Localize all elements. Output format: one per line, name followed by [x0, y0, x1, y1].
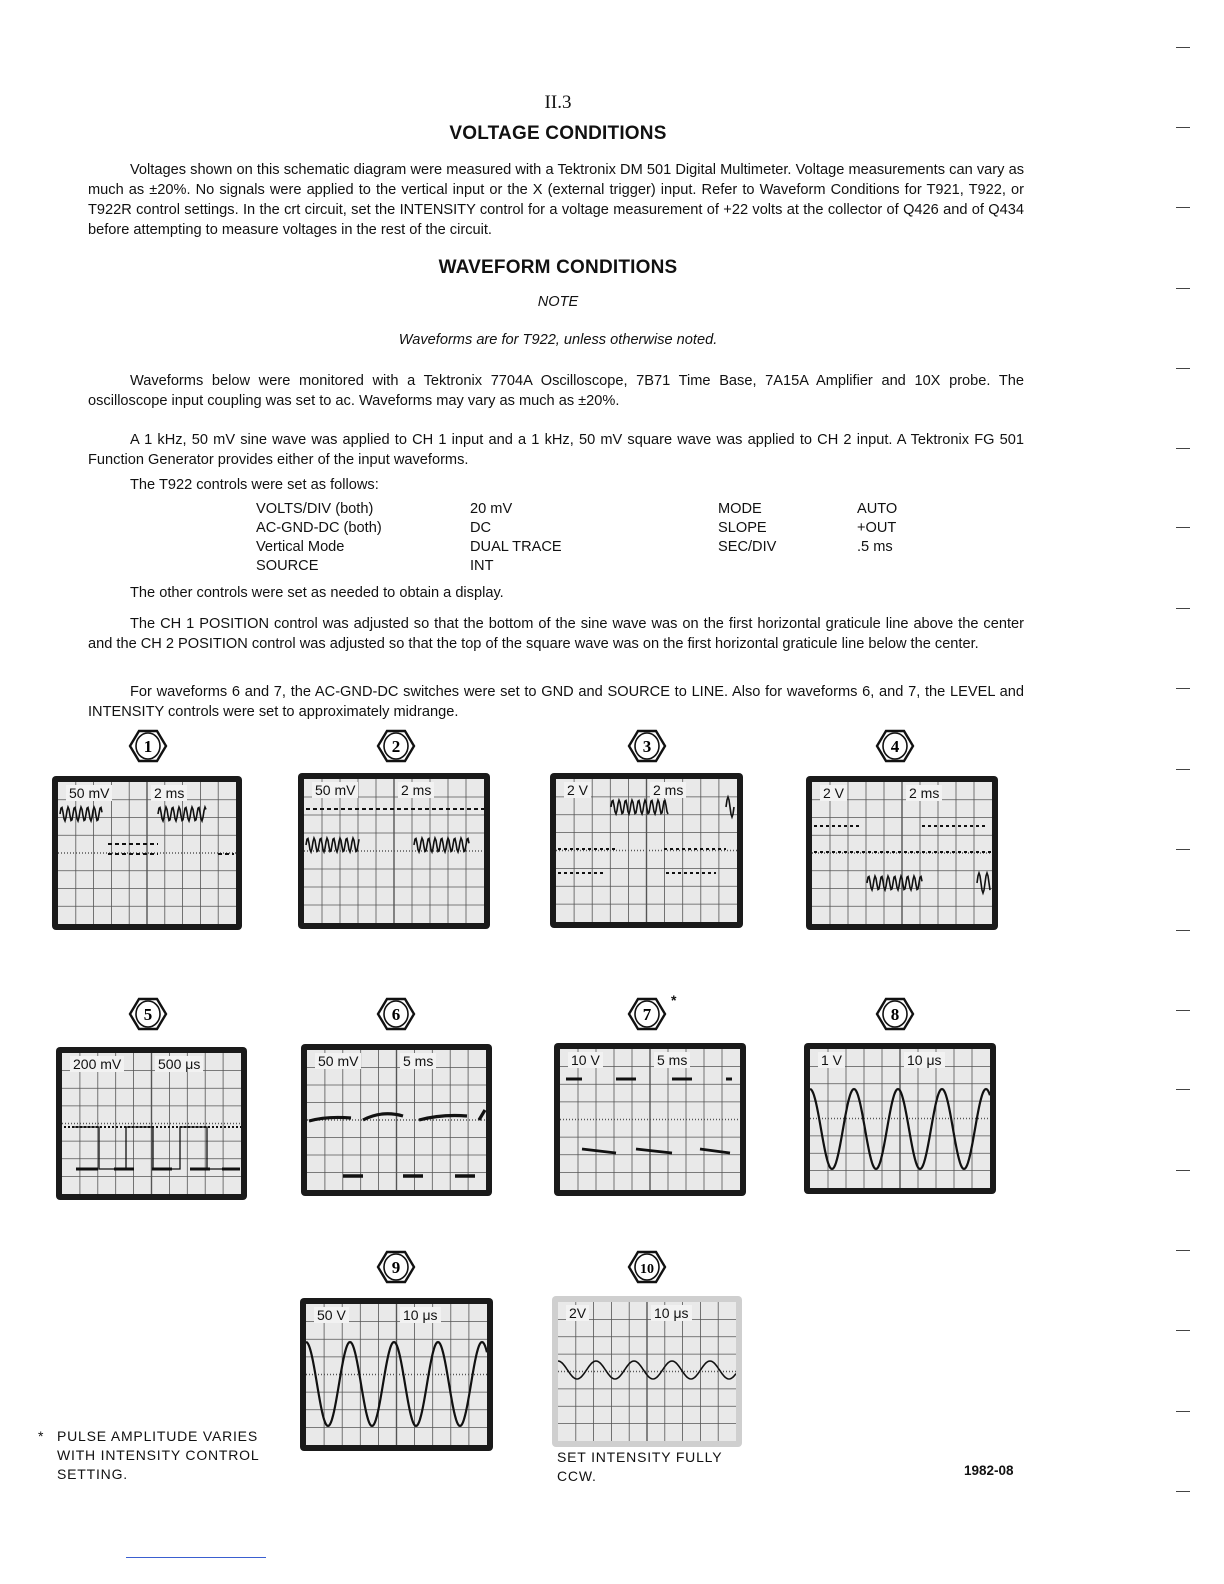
margin-mark [1176, 608, 1190, 609]
crt-display [306, 1304, 487, 1445]
sine-trace [414, 838, 469, 852]
date-code: 1982-08 [964, 1463, 1014, 1478]
footnote-text: PULSE AMPLITUDE VARIES WITH INTENSITY CONTROL SETTING. [57, 1428, 259, 1482]
square-trace [108, 844, 234, 854]
controls-other: The other controls were set as needed to obtain a display. [130, 585, 504, 601]
hexagon-badge-icon [126, 996, 170, 1032]
signal-paragraph-text: A 1 kHz, 50 mV sine wave was applied to CH 1 input and a 1 kHz, 50 mV square wave was applied to CH 2 input. A Tektronix FG 501 Function Generator provides either of the input waveforms. [88, 432, 1024, 468]
waveform-number: 3 [642, 737, 652, 756]
signal-paragraph [88, 430, 1024, 470]
volts-per-div-label: 1 V [818, 1052, 845, 1068]
control-name: Vertical Mode [256, 539, 345, 555]
waveform-number-badge [873, 728, 917, 764]
graticule [810, 1049, 990, 1188]
control-value: +OUT [857, 520, 897, 536]
margin-mark [1176, 1089, 1190, 1090]
oscilloscope-screen [550, 773, 743, 928]
waveform-number-badge [374, 1249, 418, 1285]
margin-mark [1176, 47, 1190, 48]
voltage-conditions-heading: VOLTAGE CONDITIONS [449, 123, 667, 144]
hexagon-badge-icon [873, 996, 917, 1032]
note-label: NOTE [537, 294, 579, 310]
control-name: SEC/DIV [718, 539, 777, 555]
pulse-trace [582, 1149, 730, 1153]
margin-mark [1176, 127, 1190, 128]
time-per-div-label: 2 ms [151, 785, 187, 801]
graticule [307, 1050, 486, 1190]
crt-display [58, 782, 236, 924]
waveform-number-badge [873, 996, 917, 1032]
sine-trace [611, 800, 668, 814]
waveforms67-paragraph-text: For waveforms 6 and 7, the AC-GND-DC switches were set to GND and SOURCE to LINE. Also for waveforms 6, and 7, the LEVEL and INTENSITY controls were set to approximately midrange. [88, 684, 1024, 720]
waveform-number-badge [374, 728, 418, 764]
margin-mark [1176, 1250, 1190, 1251]
hexagon-badge-icon [126, 728, 170, 764]
time-per-div-label: 10 μs [651, 1305, 692, 1321]
hexagon-badge-icon [625, 996, 669, 1032]
volts-per-div-label: 10 V [568, 1052, 603, 1068]
control-value: 20 mV [470, 501, 513, 517]
control-value: .5 ms [857, 539, 893, 555]
oscilloscope-screen [806, 776, 998, 930]
time-per-div-label: 10 μs [400, 1307, 441, 1323]
margin-mark [1176, 527, 1190, 528]
time-per-div-label: 5 ms [654, 1052, 690, 1068]
footer-rule [126, 1557, 266, 1558]
margin-mark [1176, 930, 1190, 931]
time-per-div-label: 2 ms [650, 782, 686, 798]
voltage-conditions-body: Voltages shown on this schematic diagram were measured with a Tektronix DM 501 Digital Multimeter. Voltage measurements can vary as much as ±20%. No signals were applied to the vertical input or the X (external trigger) input. Refer to Waveform Conditions for T921, T922, or T922R control settings. In the crt circuit, set the INTENSITY control for a voltage measurement of +22 volts at the collector of Q426 and of Q434 before attempting to measure voltages in the rest of the circuit. [88, 162, 1024, 238]
control-name: AC-GND-DC (both) [256, 520, 382, 536]
crt-display [556, 779, 737, 922]
crt-display [62, 1053, 241, 1194]
waveform-number-badge [625, 992, 677, 1032]
time-per-div-label: 500 μs [155, 1056, 203, 1072]
sine-trace [977, 873, 990, 893]
waveform-conditions-heading: WAVEFORM CONDITIONS [438, 257, 678, 278]
volts-per-div-label: 2 V [820, 785, 847, 801]
graticule [556, 779, 737, 922]
waveform-number: 4 [890, 737, 900, 756]
monitor-paragraph [88, 371, 1024, 411]
waveform-number-badge [374, 996, 418, 1032]
control-value: DUAL TRACE [470, 539, 562, 555]
crt-display [304, 779, 484, 923]
graticule [62, 1053, 241, 1194]
margin-mark [1176, 1170, 1190, 1171]
oscilloscope-screen [300, 1298, 493, 1451]
asterisk-mark: * [671, 992, 677, 1008]
waveform-number: 6 [391, 1005, 401, 1024]
volts-per-div-label: 2 V [564, 782, 591, 798]
time-per-div-label: 5 ms [400, 1053, 436, 1069]
margin-mark [1176, 849, 1190, 850]
time-per-div-label: 10 μs [904, 1052, 945, 1068]
crt-display [558, 1302, 736, 1441]
waveform-number-badge [126, 728, 170, 764]
margin-mark [1176, 1411, 1190, 1412]
waveforms67-paragraph [88, 682, 1024, 722]
volts-per-div-label: 50 mV [66, 785, 112, 801]
graticule [306, 1304, 487, 1445]
oscilloscope-screen [56, 1047, 247, 1200]
waveform-number: 2 [391, 737, 401, 756]
waveform-number-badge [625, 728, 669, 764]
control-name: SOURCE [256, 558, 319, 574]
sine-trace [726, 797, 734, 817]
graticule [558, 1302, 736, 1441]
hexagon-badge-icon [374, 1249, 418, 1285]
margin-mark [1176, 688, 1190, 689]
oscilloscope-screen [298, 773, 490, 929]
oscilloscope-screen [554, 1043, 746, 1196]
control-name: VOLTS/DIV (both) [256, 501, 374, 517]
margin-mark [1176, 769, 1190, 770]
monitor-paragraph-text: Waveforms below were monitored with a Tektronix 7704A Oscilloscope, 7B71 Time Base, 7A15A Amplifier and 10X probe. The oscilloscope input coupling was set to ac. Waveforms may vary as much as ±20%. [88, 373, 1024, 409]
margin-mark [1176, 1010, 1190, 1011]
intensity-note: SET INTENSITY FULLY CCW. [557, 1449, 723, 1484]
margin-mark [1176, 448, 1190, 449]
crt-display [812, 782, 992, 924]
hexagon-badge-icon [625, 1249, 669, 1285]
waveform-number: 9 [391, 1258, 401, 1277]
waveform-number: 7 [642, 1005, 652, 1024]
margin-mark [1176, 1330, 1190, 1331]
control-value: INT [470, 558, 494, 574]
oscilloscope-screen [301, 1044, 492, 1196]
waveform-number-badge [126, 996, 170, 1032]
sine-trace [60, 807, 102, 821]
graticule [304, 779, 484, 923]
time-per-div-label: 2 ms [398, 782, 434, 798]
section-number: II.3 [544, 92, 572, 113]
control-name: SLOPE [718, 520, 767, 536]
voltage-conditions-text [88, 160, 1024, 240]
note-text: Waveforms are for T922, unless otherwise noted. [398, 332, 718, 348]
sine-trace [306, 838, 359, 852]
volts-per-div-label: 2V [566, 1305, 589, 1321]
time-per-div-label: 2 ms [906, 785, 942, 801]
control-value: DC [470, 520, 492, 536]
graticule [58, 782, 236, 924]
waveform-number: 10 [640, 1262, 654, 1277]
volts-per-div-label: 50 mV [315, 1053, 361, 1069]
hexagon-badge-icon [625, 728, 669, 764]
position-paragraph [88, 614, 1024, 654]
crt-display [810, 1049, 990, 1188]
margin-mark [1176, 1491, 1190, 1492]
volts-per-div-label: 50 mV [312, 782, 358, 798]
hexagon-badge-icon [374, 996, 418, 1032]
control-name: MODE [718, 501, 762, 517]
waveform-number: 8 [890, 1005, 900, 1024]
hexagon-badge-icon [873, 728, 917, 764]
waveform-number: 1 [143, 737, 153, 756]
volts-per-div-label: 50 V [314, 1307, 349, 1323]
hexagon-badge-icon [374, 728, 418, 764]
margin-mark [1176, 368, 1190, 369]
graticule [812, 782, 992, 924]
waveform-number: 5 [143, 1005, 153, 1024]
margin-mark [1176, 207, 1190, 208]
sine-trace [867, 876, 922, 890]
graticule [560, 1049, 740, 1190]
crt-display [307, 1050, 486, 1190]
crt-display [560, 1049, 740, 1190]
oscilloscope-screen [552, 1296, 742, 1447]
waveform-number-badge [625, 1249, 669, 1285]
position-paragraph-text: The CH 1 POSITION control was adjusted so that the bottom of the sine wave was on the first horizontal graticule line above the center and the CH 2 POSITION control was adjusted so that the top of the square wave was on the first horizontal graticule line below the center. [88, 616, 1024, 652]
margin-mark [1176, 288, 1190, 289]
oscilloscope-screen [804, 1043, 996, 1194]
oscilloscope-screen [52, 776, 242, 930]
volts-per-div-label: 200 mV [70, 1056, 124, 1072]
control-value: AUTO [857, 501, 898, 517]
controls-intro: The T922 controls were set as follows: [130, 477, 379, 493]
footnote-mark: * [38, 1428, 45, 1444]
